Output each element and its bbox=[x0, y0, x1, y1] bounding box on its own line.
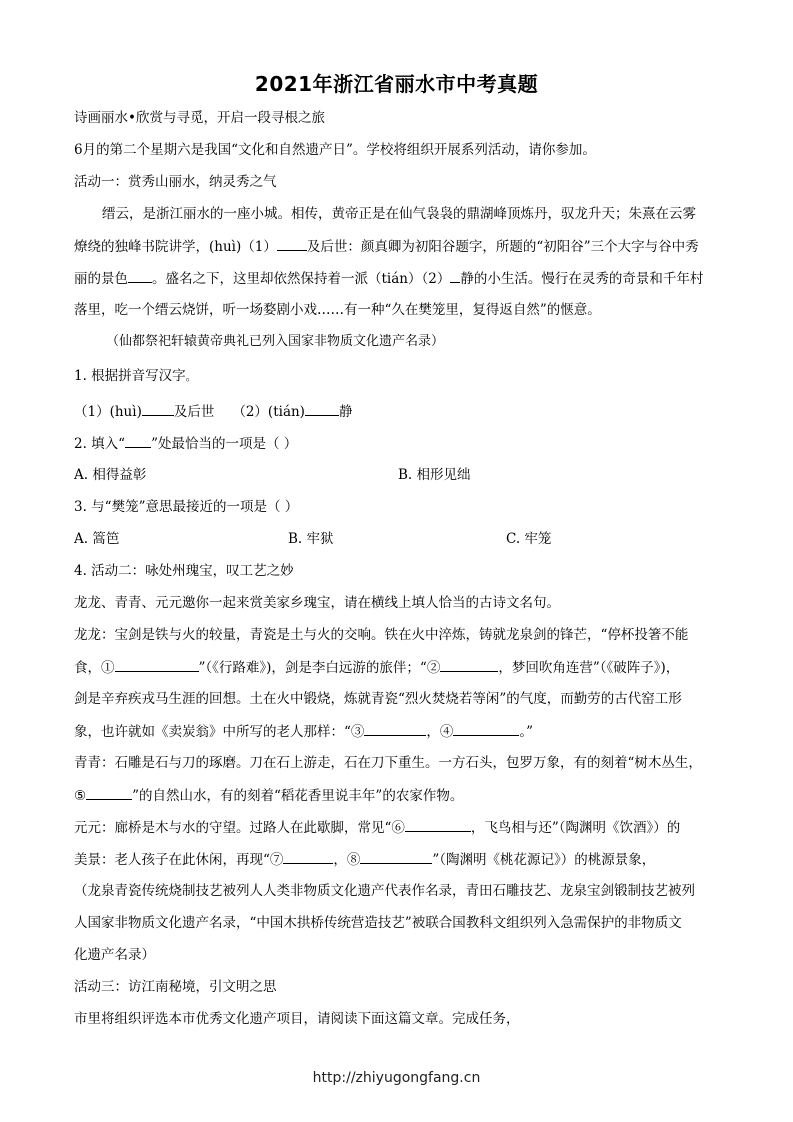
question-3-option-b: B. 牢狱 bbox=[288, 531, 334, 547]
longlong-line-4 bbox=[74, 723, 533, 740]
question-text: ”处最恰当的一项是（ ） bbox=[151, 436, 298, 452]
question-2-blank bbox=[125, 435, 151, 448]
activity-three-heading: 活动三：访江南秘境，引文明之思 bbox=[74, 979, 277, 995]
answer-blank-1 bbox=[142, 403, 174, 416]
question-2-option-b: B. 相形见绌 bbox=[398, 467, 471, 483]
question-text: 2. 填入“ bbox=[74, 436, 126, 452]
heritage-note-line-3: 化遗产名录） bbox=[74, 947, 155, 963]
blank-circle-2 bbox=[440, 659, 498, 672]
passage-line-1: 缙云，是浙江丽水的一座小城。相传，黄帝正是在仙气袅袅的鼎湖峰顶炼丹，驭龙升天；朱熹在云雾 bbox=[102, 206, 696, 222]
qingqing-line-2 bbox=[74, 787, 463, 804]
question-2-option-a: A. 相得益彰 bbox=[74, 467, 147, 483]
question-3-option-c: C. 牢笼 bbox=[506, 531, 552, 547]
question-4-stem: 4. 活动二：咏处州瑰宝，叹工艺之妙 bbox=[74, 563, 294, 579]
passage-text: 。” bbox=[519, 724, 534, 740]
passage-text: ”的自然山水，有的刻着“稻花香里说丰年”的农家作物。 bbox=[132, 788, 464, 804]
answer-text: 静 bbox=[338, 404, 353, 420]
passage-text: 象，也许就如《卖炭翁》中所写的老人那样：“③ bbox=[74, 724, 365, 740]
intro-line-1: 诗画丽水•欣赏与寻觅，开启一段寻根之旅 bbox=[74, 110, 325, 126]
passage-note: （仙都祭祀轩辕黄帝典礼已列入国家非物质文化遗产名录） bbox=[106, 334, 445, 349]
yuanyuan-line-2 bbox=[74, 851, 655, 868]
answer-label: （1）(huì) bbox=[74, 404, 142, 420]
answer-text: 及后世 bbox=[173, 404, 215, 420]
blank-circle-3 bbox=[364, 723, 426, 736]
passage-text: ⑤ bbox=[74, 788, 87, 804]
passage-text: ，梦回吹角连营”（《破阵子》)， bbox=[498, 660, 680, 676]
blank-circle-1 bbox=[115, 659, 199, 672]
passage-line-2 bbox=[74, 238, 699, 255]
passage-line-3 bbox=[74, 270, 703, 287]
blank-1 bbox=[277, 238, 307, 251]
heritage-note-line-2: 人国家非物质文化遗产名录，“中国木拱桥传统营造技艺”被联合国教科文组织列入急需保护的非物质文 bbox=[74, 915, 682, 931]
passage-text: 及后世：颜真卿为初阳谷题字，所题的“初阳谷”三个大字与谷中秀 bbox=[306, 239, 699, 255]
footer-url[interactable]: http://zhiyugongfang.cn bbox=[312, 1070, 481, 1086]
passage-text: ，④ bbox=[426, 724, 454, 740]
question-3-stem: 3. 与“樊笼”意思最接近的一项是（ ） bbox=[74, 499, 299, 515]
blank-circle-6 bbox=[405, 819, 471, 832]
passage-line-4: 落里，吃一个缙云烧饼，听一场婺剧小戏……有一种“久在樊笼里，复得返自然”的惬意。 bbox=[74, 302, 601, 318]
heritage-note-line-1: （龙泉青瓷传统烧制技艺被列人人类非物质文化遗产代表作名录，青田石雕技艺、龙泉宝剑锻制技艺被列 bbox=[74, 883, 695, 899]
page-title: 2021年浙江省丽水市中考真题 bbox=[254, 72, 539, 96]
question-text: 。 bbox=[185, 370, 197, 383]
answer-blank-2 bbox=[305, 403, 339, 416]
passage-text: 元元：廊桥是木与水的守望。过路人在此歇脚，常见“⑥ bbox=[74, 820, 405, 836]
qingqing-line-1: 青青：石雕是石与刀的琢磨。刀在石上游走，石在刀下重生。一方石头，包罗万象，有的刻着“树木丛生， bbox=[74, 755, 702, 771]
passage-text: 美景：老人孩子在此休闲，再现“⑦ bbox=[74, 852, 284, 868]
passage-text: 丽的景色 bbox=[74, 271, 128, 287]
passage-text: ，⑧ bbox=[333, 852, 361, 868]
yuanyuan-line-1 bbox=[74, 819, 680, 836]
passage-text: ，飞鸟相与还”（陶渊明《饮酒》）的 bbox=[470, 820, 681, 836]
passage-text: ”（《行路难》)，剑是李白远游的旅伴；“② bbox=[198, 660, 441, 676]
blank-circle-7 bbox=[283, 851, 333, 864]
passage-text: ”（陶渊明《桃花源记》）的桃源景象， bbox=[432, 852, 656, 868]
blank-circle-5 bbox=[86, 787, 132, 800]
blank-circle-8 bbox=[360, 851, 432, 864]
passage-text: 食，① bbox=[74, 660, 115, 676]
activity-one-heading: 活动一：赏秀山丽水，纳灵秀之气 bbox=[74, 174, 277, 190]
longlong-line-2 bbox=[74, 659, 679, 676]
question-text: 1. 根据拼音写汉字 bbox=[74, 368, 186, 384]
intro-line-2: 6月的第二个星期六是我国“文化和自然遗产日”。学校将组织开展系列活动，请你参加。 bbox=[74, 142, 596, 158]
question-2-stem bbox=[74, 435, 297, 452]
longlong-line-3: 剑是辛弃疾戎马生涯的回想。土在火中锻烧，炼就青瓷“烈火焚烧若等闲”的气度，而勤劳的古代窑工形 bbox=[74, 691, 682, 707]
question-4-intro: 龙龙、青青、元元邀你一起来赏美家乡瑰宝，请在横线上填人恰当的古诗文名句。 bbox=[74, 595, 560, 611]
answer-label: （2）(tián) bbox=[232, 404, 305, 420]
blank-circle-4 bbox=[453, 723, 519, 736]
blank-3 bbox=[450, 270, 460, 283]
activity-three-text: 市里将组织评选本市优秀文化遗产项目，请阅读下面这篇文章。完成任务， bbox=[74, 1011, 520, 1027]
passage-text: 。盛名之下，这里却依然保持着一派（tián）（2） bbox=[152, 271, 451, 287]
passage-text: 燎绕的独峰书院讲学，(huì)（1） bbox=[74, 239, 277, 255]
question-1-answers bbox=[74, 403, 352, 420]
question-3-option-a: A. 篙笆 bbox=[74, 531, 120, 547]
longlong-line-1: 龙龙：宝剑是铁与火的较量，青瓷是土与火的交响。铁在火中淬炼，铸就龙泉剑的锋芒，“停杯投箸不能 bbox=[74, 627, 689, 643]
question-1-stem bbox=[74, 368, 197, 385]
passage-text: 静的小生活。慢行在灵秀的奇景和千年村 bbox=[460, 271, 704, 287]
blank-2 bbox=[128, 270, 152, 283]
